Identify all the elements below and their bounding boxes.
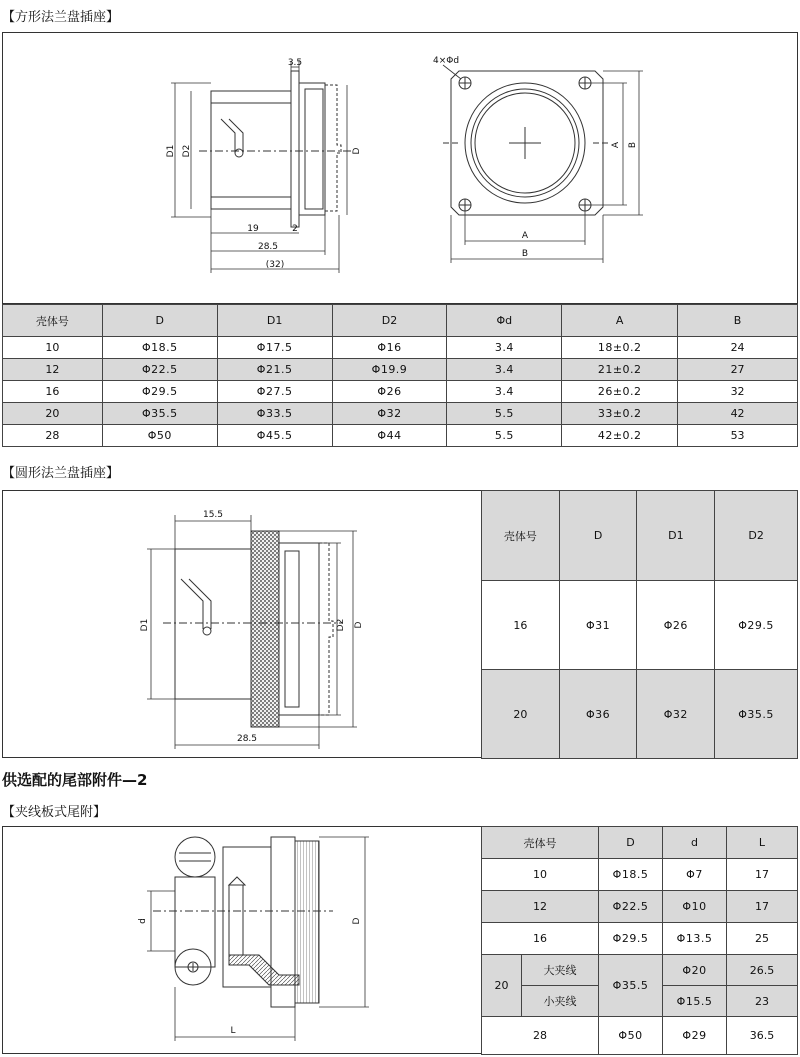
table-row [3, 381, 798, 403]
table-row [482, 1017, 798, 1055]
cell: 33±0.2 [562, 403, 678, 425]
cell: Φ32 [332, 403, 447, 425]
cell: Φ35.5 [102, 403, 217, 425]
round-flange-table [481, 490, 798, 759]
cell: Φ26 [332, 381, 447, 403]
cell: Φ29.5 [102, 381, 217, 403]
cell: 18±0.2 [562, 337, 678, 359]
table-row [482, 859, 798, 891]
dim-L: L [230, 1026, 236, 1036]
round-flange-drawing [3, 491, 481, 757]
dim-19: 19 [247, 224, 259, 234]
header-A: A [562, 305, 678, 337]
cell: Φ44 [332, 425, 447, 447]
dim-D1: D1 [140, 618, 150, 632]
header-phid: Φd [447, 305, 562, 337]
cell: Φ45.5 [217, 425, 332, 447]
cell: Φ29.5 [715, 581, 798, 670]
cell: 53 [678, 425, 798, 447]
cell: 42±0.2 [562, 425, 678, 447]
cell: 16 [3, 381, 103, 403]
dim-A-horizontal: A [521, 231, 529, 241]
cell: 3.4 [447, 381, 562, 403]
cell: 5.5 [447, 403, 562, 425]
cell: 12 [3, 359, 103, 381]
clamp-tail-drawing-panel [2, 826, 482, 1054]
cell: 27 [678, 359, 798, 381]
cell: Φ26 [637, 581, 715, 670]
clamp-tail-table [481, 826, 798, 1055]
dim-D2: D2 [182, 144, 192, 158]
square-flange-drawing-panel [2, 32, 798, 304]
header-d: d [663, 827, 727, 859]
cell: 3.4 [447, 337, 562, 359]
section-label-square-flange: 【方形法兰盘插座】 [2, 10, 120, 25]
cell: Φ13.5 [663, 923, 727, 955]
cell: 26.5 [727, 955, 798, 986]
table-row [3, 359, 798, 381]
dim-2: 2 [292, 224, 298, 234]
cell: 26±0.2 [562, 381, 678, 403]
dim-D2: D2 [336, 618, 346, 632]
dim-D: D [354, 621, 364, 629]
cell: 20 [482, 955, 522, 1017]
cell: Φ50 [102, 425, 217, 447]
round-flange-drawing-panel [2, 490, 482, 758]
cell: 32 [678, 381, 798, 403]
table-row [482, 923, 798, 955]
cell: Φ19.9 [332, 359, 447, 381]
cell: 10 [3, 337, 103, 359]
square-flange-table [2, 304, 798, 447]
header-D: D [559, 491, 637, 581]
cell: Φ50 [599, 1017, 663, 1055]
cell: Φ21.5 [217, 359, 332, 381]
cell: Φ18.5 [102, 337, 217, 359]
cell: 28 [482, 1017, 599, 1055]
dim-B-vertical: B [628, 141, 638, 149]
header-shell: 壳体号 [482, 827, 599, 859]
header-D2: D2 [715, 491, 798, 581]
cell: Φ22.5 [102, 359, 217, 381]
cell: 10 [482, 859, 599, 891]
table-header-row [482, 491, 798, 581]
cell: Φ18.5 [599, 859, 663, 891]
dim-D1: D1 [166, 144, 176, 158]
cell: Φ32 [637, 670, 715, 759]
cell: 12 [482, 891, 599, 923]
cell: 28 [3, 425, 103, 447]
cell: Φ33.5 [217, 403, 332, 425]
cell: Φ35.5 [599, 955, 663, 1017]
cell: 大夹线 [522, 955, 599, 986]
dim-32: (32) [265, 260, 285, 270]
dim-15-5: 15.5 [202, 510, 224, 520]
cell: 21±0.2 [562, 359, 678, 381]
cell: 36.5 [727, 1017, 798, 1055]
cell: 25 [727, 923, 798, 955]
cell: 23 [727, 986, 798, 1017]
cell: Φ15.5 [663, 986, 727, 1017]
cell: 3.4 [447, 359, 562, 381]
dim-d: d [138, 918, 148, 924]
cell: Φ27.5 [217, 381, 332, 403]
dim-D: D [352, 147, 362, 155]
cell: 16 [482, 581, 560, 670]
table-row [482, 955, 798, 986]
header-D: D [599, 827, 663, 859]
cell: 16 [482, 923, 599, 955]
cell: Φ16 [332, 337, 447, 359]
table-row [482, 670, 798, 759]
header-D2: D2 [332, 305, 447, 337]
table-row [3, 403, 798, 425]
cell: Φ22.5 [599, 891, 663, 923]
square-flange-drawing [3, 33, 799, 305]
cell: Φ29 [663, 1017, 727, 1055]
cell: 24 [678, 337, 798, 359]
table-row [3, 425, 798, 447]
cell: Φ10 [663, 891, 727, 923]
section-label-clamp-tail: 【夹线板式尾附】 [2, 805, 107, 820]
dim-28-5: 28.5 [257, 242, 279, 252]
header-D1: D1 [217, 305, 332, 337]
clamp-tail-drawing [3, 827, 481, 1053]
cell: 42 [678, 403, 798, 425]
dim-D: D [352, 917, 362, 925]
cell: 5.5 [447, 425, 562, 447]
accessories-heading: 供选配的尾部附件—2 [2, 771, 148, 789]
table-row [482, 581, 798, 670]
cell: Φ36 [559, 670, 637, 759]
cell: Φ17.5 [217, 337, 332, 359]
dim-3-5: 3.5 [287, 58, 303, 68]
table-header-row [3, 305, 798, 337]
cell: 20 [3, 403, 103, 425]
cell: 小夹线 [522, 986, 599, 1017]
header-shell: 壳体号 [482, 491, 560, 581]
section-label-round-flange: 【圆形法兰盘插座】 [2, 466, 120, 481]
dim-28-5: 28.5 [236, 734, 258, 744]
cell: Φ20 [663, 955, 727, 986]
cell: Φ31 [559, 581, 637, 670]
cell: Φ35.5 [715, 670, 798, 759]
dim-A-vertical: A [611, 141, 621, 149]
header-shell: 壳体号 [3, 305, 103, 337]
cell: 17 [727, 891, 798, 923]
table-row [482, 891, 798, 923]
table-row [3, 337, 798, 359]
header-B: B [678, 305, 798, 337]
cell: 17 [727, 859, 798, 891]
header-L: L [727, 827, 798, 859]
header-D: D [102, 305, 217, 337]
table-header-row [482, 827, 798, 859]
cell: Φ29.5 [599, 923, 663, 955]
dim-B-horizontal: B [521, 249, 529, 259]
cell: Φ7 [663, 859, 727, 891]
cell: 20 [482, 670, 560, 759]
dim-4-holes: 4×Φd [433, 56, 460, 66]
header-D1: D1 [637, 491, 715, 581]
